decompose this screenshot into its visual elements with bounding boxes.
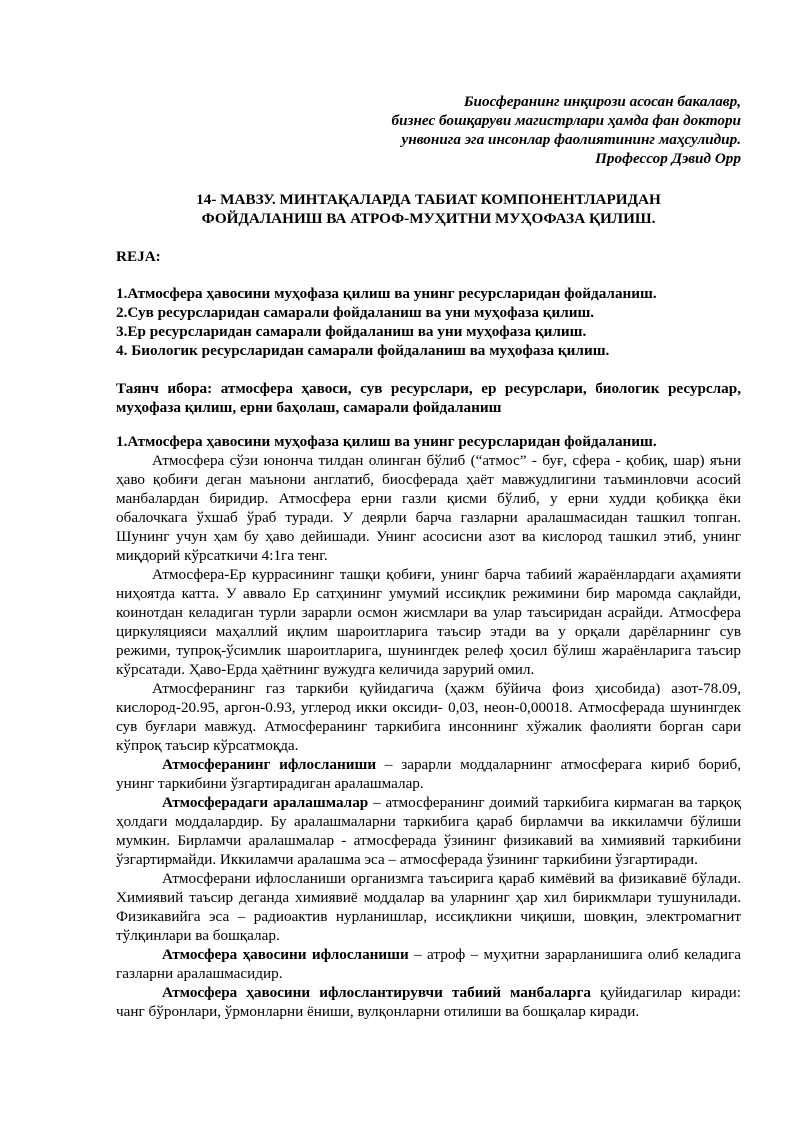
epigraph-author: Профессор Дэвид Орр [595, 150, 741, 167]
paragraph: Атмосфера-Ер куррасининг ташқи қобиғи, унинг барча табиий жараёнлардаги аҳамияти ниҳоятда катта. У аввало Ер сатҳининг умумий иссиқлик режимини бир маромда сақлайди, коинотдан келадиган турли зарарли осмон жисмлари ва улар таъсиридан асрайди. Атмосфера циркуляцияси маҳаллий иқлим шароитларига таъсир этади ва у орқали дарёларнинг сув режими, тупроқ-ўсимлик шароитларига, шунингдек релеф ҳосил бўлиш жараёнларига таъсир кўрсатади. Ҳаво-Ерда ҳаётнинг вужудга келичида зарурий омил. [116, 566, 741, 678]
definition-paragraph [116, 755, 741, 793]
definition-text: – атмосферанинг доимий таркибига кирмаган ва тарқоқ ҳолдаги моддалардир. Бу аралашмаларни таркибига қараб бирламчи ва иккиламчи бўлиши мумкин. Бирламчи аралашмалар - атмосферада ўзининг физикавий ва химиявий таркибини ўзгартирмайди. Иккиламчи аралашма эса – атмосферада ўзининг таркибини ўзгартиради. [116, 794, 741, 868]
definition-text: – зарарли моддаларнинг атмосферага кириб бориб, унинг таркибини ўзгартирадиган аралашмалар. [116, 756, 742, 792]
plan-list [116, 284, 756, 360]
plan-item: 1.Атмосфера ҳавосини муҳофаза қилиш ва унинг ресурсларидан фойдаланиш. [116, 285, 657, 302]
plan-item: 3.Ер ресурсларидан самарали фойдаланиш ва уни муҳофаза қилиш. [116, 323, 587, 340]
definition-paragraph [116, 945, 741, 983]
plan-item: 4. Биологик ресурсларидан самарали фойдаланиш ва муҳофаза қилиш. [116, 342, 610, 359]
epigraph-line: унвонига эга инсонлар фаолиятининг маҳсулидир. [401, 131, 741, 148]
section-1 [116, 432, 741, 1021]
keywords: Таянч ибора: атмосфера ҳавоси, сув ресурслари, ер ресурслари, биологик ресурслар, муҳофаза қилиш, ерни баҳолаш, самарали фойдаланиш [116, 380, 741, 416]
definition-term: Атмосферанинг ифлосланиши [162, 756, 377, 773]
plan-item: 2.Сув ресурсларидан самарали фойдаланиш ва уни муҳофаза қилиш. [116, 304, 595, 321]
paragraph: Атмосфера сўзи юнонча тилдан олинган бўлиб (“атмос” - буғ, сфера - қобиқ, шар) яъни ҳаво қобиғи деган маънони англатиб, биосферада ҳаёт мавжудлигини таъминловчи асосий манбалардан биридир. Атмосфера ерни газли қисми бўлиб, у ерни худди қобиққа ёки обалочкага ўхшаб ўраб туради. У деярли барча газларни аралашмасидан ташкил топган. Шунинг учун ҳам бу ҳаво дейишади. Унинг асосисни азот ва кислород ташкил этиб, унинг миқдорий кўрсаткичи 4:1га тенг. [116, 452, 741, 564]
definition-text: – атроф – муҳитни зарарланишига олиб келадига газларни аралашмасидир. [116, 946, 741, 982]
definition-paragraph [116, 793, 741, 869]
epigraph [300, 92, 741, 168]
paragraph: Атмосферани ифлосланиши организмга таъсирига қараб кимёвий ва физикавиё бўлади. Химиявий таъсир деганда химиявиё моддалар ва уларнинг ҳар хил бирикмлари тушунилади. Физикавийга эса – радиоактив нурланишлар, иссиқликни чиқиши, шовқин, электромагнит тўлқинлари ва бошқалар. [116, 870, 741, 944]
section-heading: 1.Атмосфера ҳавосини муҳофаза қилиш ва унинг ресурсларидан фойдаланиш. [116, 433, 657, 450]
title-line-1: 14- МАВЗУ. МИНТАҚАЛАРДА ТАБИАТ КОМПОНЕНТЛАРИДАН [196, 191, 661, 208]
plan-heading: REJA: [116, 248, 161, 265]
epigraph-line: Биосферанинг инқирози асосан бакалавр, [463, 93, 741, 110]
definition-term: Атмосферадаги аралашмалар [162, 794, 369, 811]
paragraph: Атмосферанинг газ таркиби қуйидагича (ҳажм бўйича фоиз ҳисобида) азот-78.09, кислород-20.95, аргон-0.93, углерод икки оксиди- 0,03, неон-0,00018. Атмосферада шунингдек сув буғлари мавжуд. Атмосферанинг таркибига инсоннинг хўжалик фаолияти борган сари кўпроқ таъсир кўрсатмоқда. [116, 680, 741, 754]
definition-text: қуйидагилар киради: чанг бўронлари, ўрмонларни ёниши, вулқонларни отилиши ва бошқалар киради. [116, 984, 742, 1020]
title-line-2: ФОЙДАЛАНИШ ВА АТРОФ-МУҲИТНИ МУҲОФАЗА ҚИЛИШ. [201, 210, 656, 227]
definition-paragraph [116, 983, 741, 1021]
definition-term: Атмосфера ҳавосини ифлосланиши [162, 946, 409, 963]
epigraph-line: бизнес бошқаруви магистрлари ҳамда фан доктори [391, 112, 741, 129]
definition-term: Атмосфера ҳавосини ифлослантирувчи табиий манбаларга [162, 984, 591, 1001]
document-title [116, 190, 741, 228]
